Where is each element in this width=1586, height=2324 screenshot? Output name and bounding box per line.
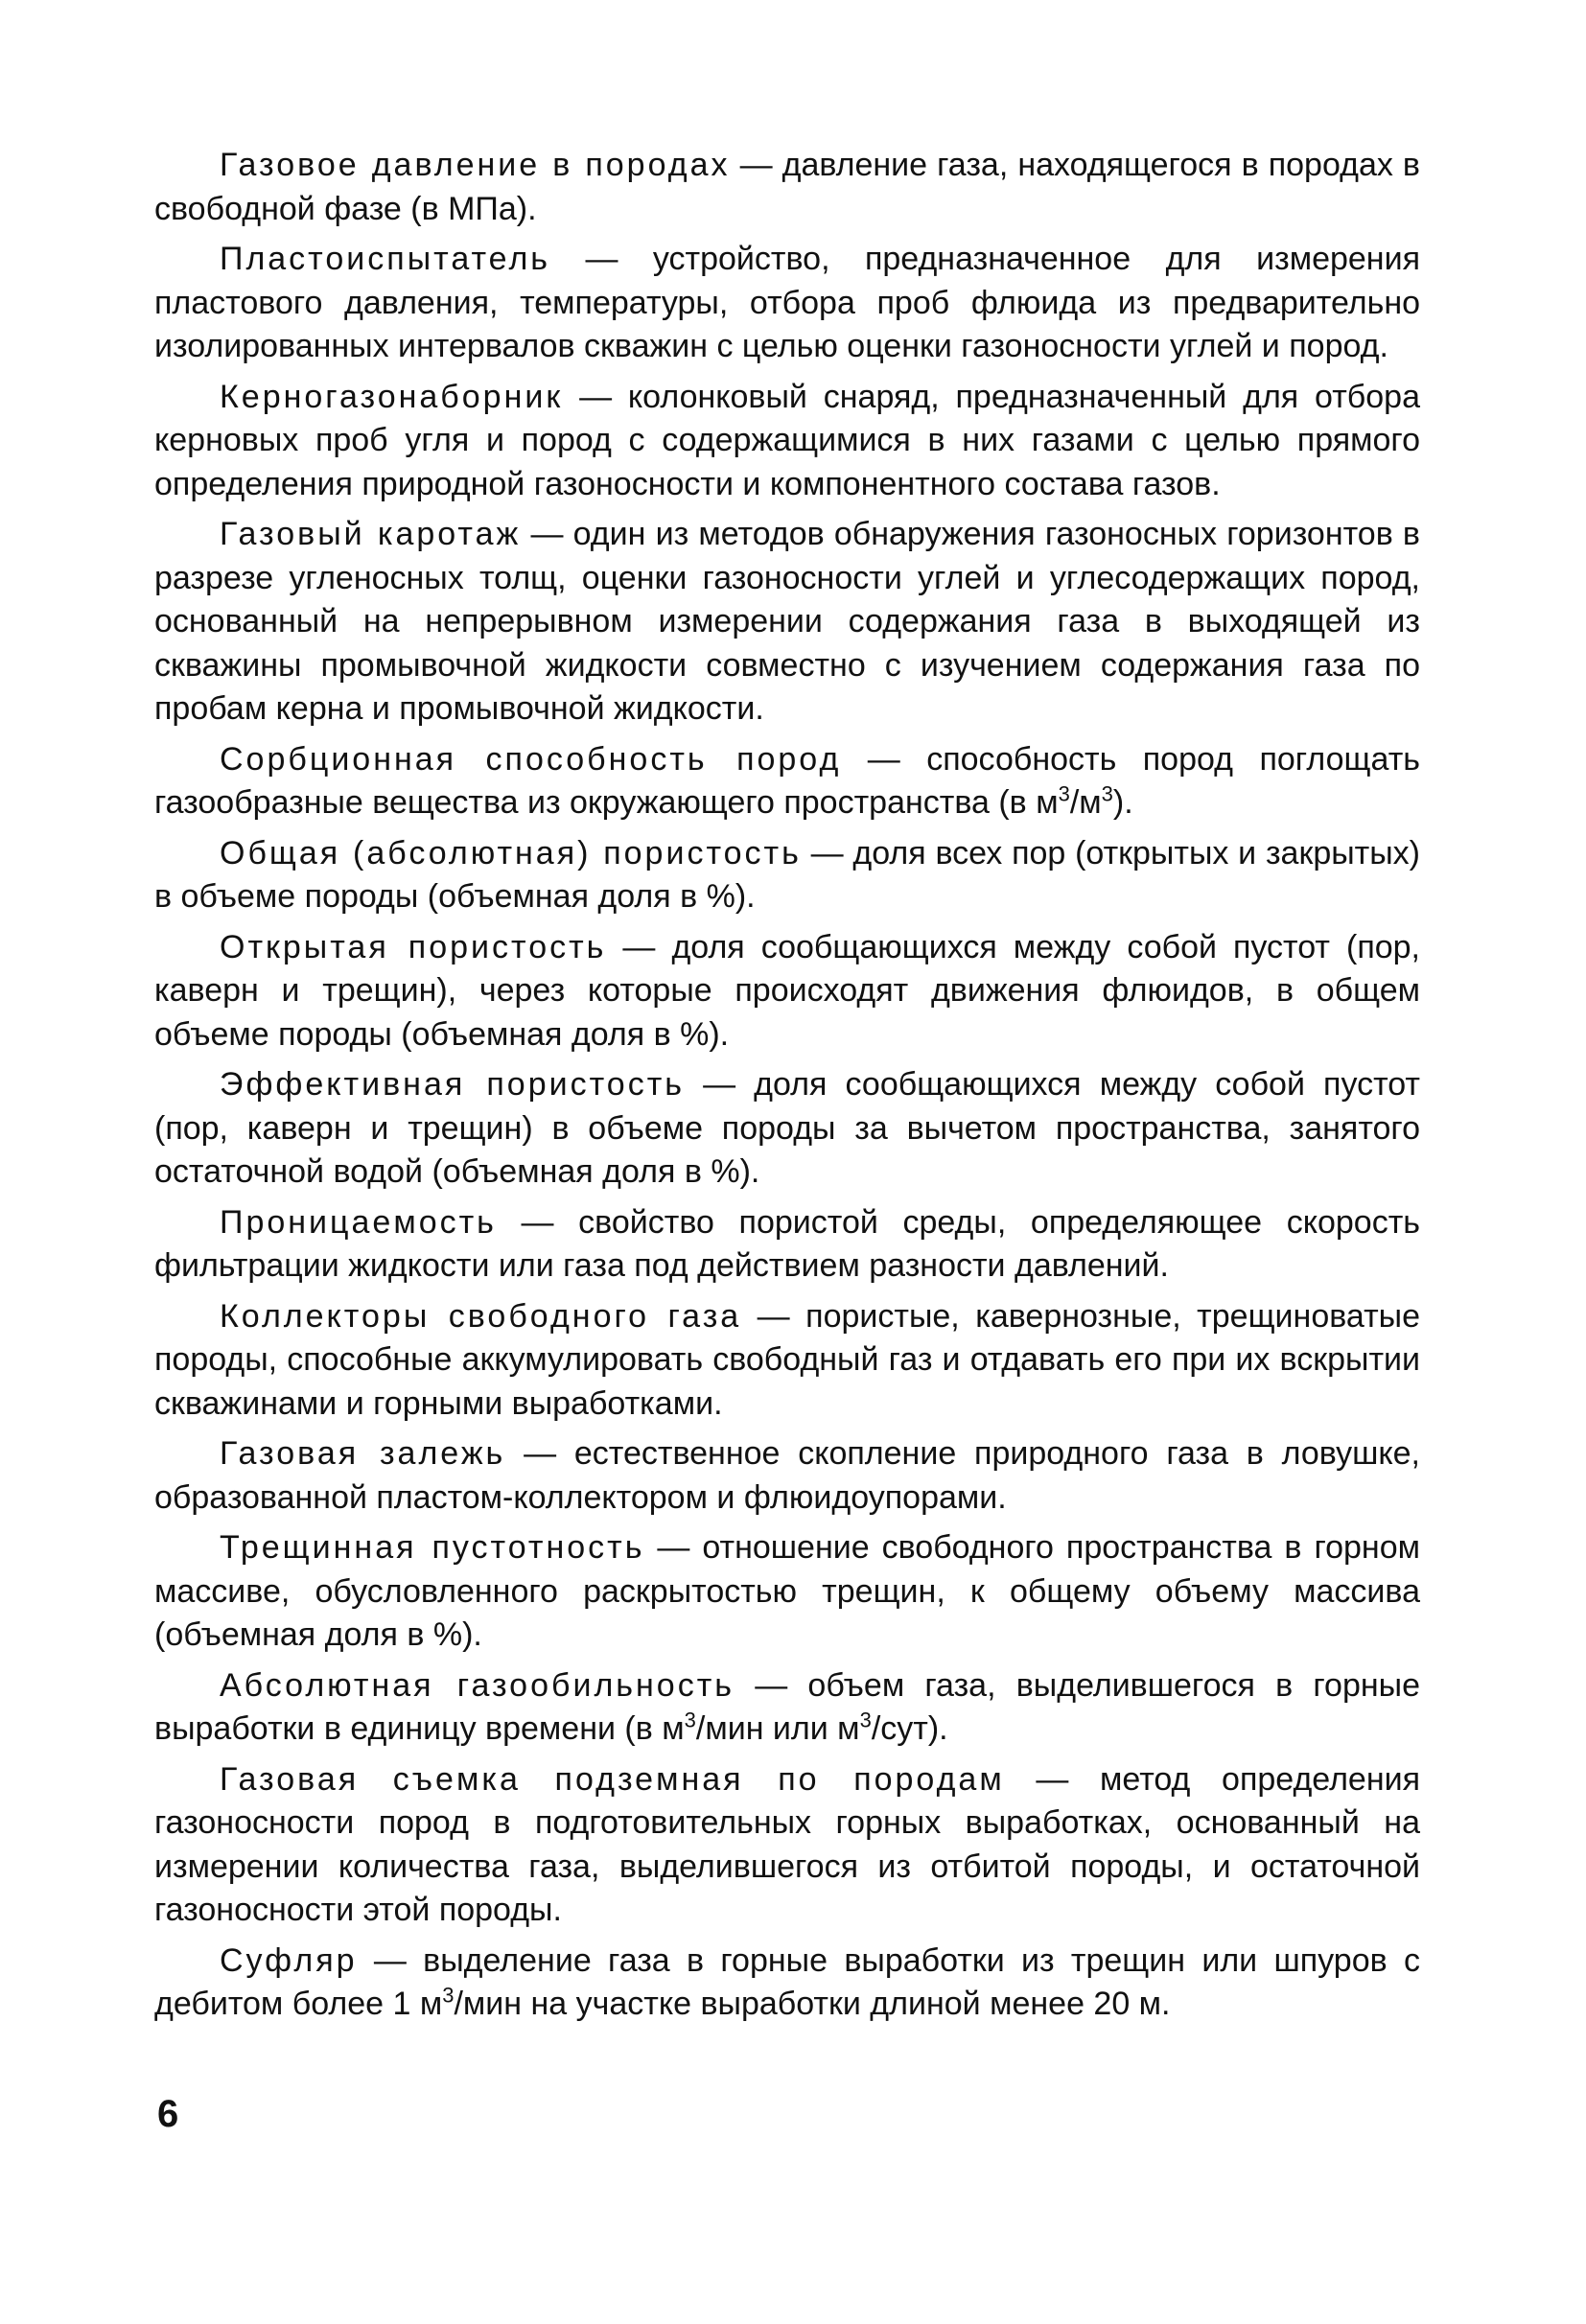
defined-term: Газовое давление в породах bbox=[220, 147, 731, 183]
definition-paragraph bbox=[154, 1526, 1420, 1658]
definition-paragraph bbox=[154, 1758, 1420, 1933]
definition-text: ). bbox=[1112, 784, 1133, 821]
definition-text: — доля сообщающихся между собой пустот (пор, каверн и трещин), через которые происходят движения флюидов, в общем объеме породы (объемная доля в %). bbox=[154, 928, 1420, 1053]
definition-text: — колонковый снаряд, предназначенный для отбора керновых проб угля и пород с содержащимися в них газами с целью прямого определения природной газоносности и компонентного состава газов. bbox=[154, 378, 1420, 502]
definition-text: — метод определения газоносности пород в подготовительных горных выработках, основанный на измерении количества газа, выделившегося из отбитой породы, и остаточной газоносности этой породы. bbox=[154, 1760, 1420, 1928]
definition-paragraph bbox=[154, 738, 1420, 825]
definition-text: — выделение газа в горные выработки из трещин или шпуров с дебитом более 1 м bbox=[154, 1941, 1420, 2022]
definition-paragraph bbox=[154, 1432, 1420, 1520]
definition-text: — отношение свободного пространства в горном массиве, обусловленного раскрытостью трещин, к общему объему массива (объемная доля в %). bbox=[154, 1529, 1420, 1653]
definition-paragraph bbox=[154, 926, 1420, 1057]
definition-text: — устройство, предназначенное для измерения пластового давления, температуры, отбора проб флюида из предварительно изолированных интервалов скважин с целью оценки газоносности углей и пород. bbox=[154, 241, 1420, 364]
definition-paragraph bbox=[154, 238, 1420, 369]
definition-paragraph bbox=[154, 376, 1420, 507]
superscript: 3 bbox=[442, 1983, 455, 2008]
defined-term: Пластоиспытатель bbox=[220, 241, 551, 277]
definition-paragraph bbox=[154, 513, 1420, 732]
defined-term: Проницаемость bbox=[220, 1203, 497, 1241]
definition-paragraph bbox=[154, 832, 1420, 919]
definition-text: /сут). bbox=[871, 1710, 948, 1747]
superscript: 3 bbox=[684, 1708, 696, 1732]
defined-term: Коллекторы свободного газа bbox=[220, 1297, 742, 1335]
defined-term: Керногазонаборник bbox=[220, 378, 564, 415]
definition-text: — давление газа, находящегося в породах в свободной фазе (в МПа). bbox=[154, 147, 1420, 227]
definition-text: — доля сообщающихся между собой пустот (пор, каверн и трещин) в объеме породы за вычетом пространства, занятого остаточной водой (объемная доля в %). bbox=[154, 1066, 1420, 1190]
defined-term: Газовая залежь bbox=[220, 1435, 506, 1472]
definition-text: /мин или м bbox=[695, 1710, 860, 1747]
definition-text: /мин на участке выработки длиной менее 20 м. bbox=[454, 1986, 1171, 2022]
definition-text: — один из методов обнаружения газоносных горизонтов в разрезе угленосных толщ, оценки газоносности углей и углесодержащих пород, основанный на непрерывном измерении содержания газа в выходящей из скважины промывочной жидкости совместно с изучением содержания газа по пробам керна и промывочной жидкости. bbox=[154, 516, 1420, 727]
page-number: 6 bbox=[157, 2093, 179, 2135]
definition-text: — пористые, кавернозные, трещиноватые породы, способные аккумулировать свободный газ и отдавать его при их вскрытии скважинами и горными выработками. bbox=[154, 1297, 1420, 1422]
defined-term: Сорбционная способность пород bbox=[220, 740, 842, 778]
defined-term: Газовый каротаж bbox=[220, 516, 522, 552]
definition-paragraph bbox=[154, 1201, 1420, 1289]
defined-term: Абсолютная газообильность bbox=[220, 1666, 735, 1704]
defined-term: Эффективная пористость bbox=[220, 1066, 685, 1103]
defined-term: Общая (абсолютная) пористость bbox=[220, 834, 802, 872]
definition-paragraph bbox=[154, 1295, 1420, 1427]
definition-paragraph bbox=[154, 1063, 1420, 1195]
definition-text: — свойство пористой среды, определяющее скорость фильтрации жидкости или газа под действием разности давлений. bbox=[154, 1203, 1420, 1284]
text-column bbox=[154, 144, 1420, 2034]
defined-term: Газовая съемка подземная по породам bbox=[220, 1760, 1005, 1798]
definition-text: — доля всех пор (открытых и закрытых) в объеме породы (объемная доля в %). bbox=[154, 834, 1420, 915]
definition-text: — способность пород поглощать газообразные вещества из окружающего пространства (в м bbox=[154, 740, 1420, 821]
definition-text: — естественное скопление природного газа в ловушке, образованной пластом-коллектором и флюидоупорами. bbox=[154, 1435, 1420, 1516]
definition-paragraph bbox=[154, 1940, 1420, 2027]
defined-term: Суфляр bbox=[220, 1941, 358, 1979]
superscript: 3 bbox=[859, 1708, 872, 1732]
defined-term: Открытая пористость bbox=[220, 928, 607, 965]
definition-text: /м bbox=[1069, 784, 1102, 821]
definition-paragraph bbox=[154, 1664, 1420, 1752]
defined-term: Трещинная пустотность bbox=[220, 1529, 645, 1566]
superscript: 3 bbox=[1101, 781, 1113, 806]
definition-paragraph bbox=[154, 144, 1420, 231]
superscript: 3 bbox=[1058, 781, 1070, 806]
definition-text: — объем газа, выделившегося в горные выработки в единицу времени (в м bbox=[154, 1666, 1420, 1747]
